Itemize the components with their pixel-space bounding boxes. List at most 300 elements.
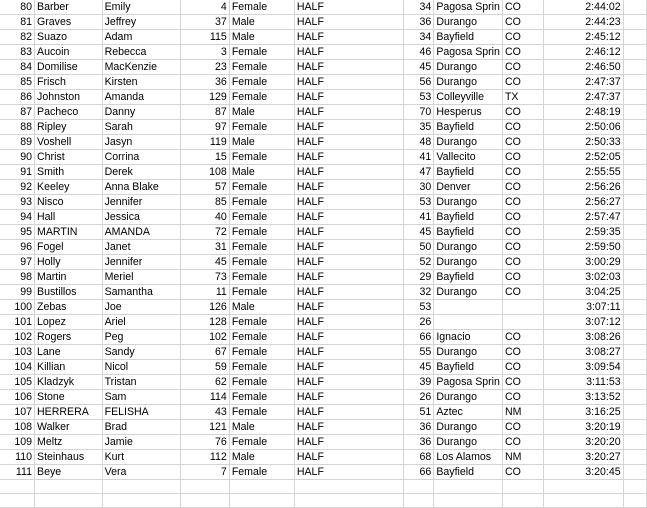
cell-state[interactable]: NM: [502, 405, 543, 420]
cell-first-name[interactable]: AMANDA: [102, 225, 180, 240]
cell-time[interactable]: 2:59:35: [544, 225, 623, 240]
cell-age[interactable]: 26: [403, 390, 433, 405]
cell-first-name[interactable]: FELISHA: [102, 405, 180, 420]
cell-city[interactable]: Bayfield: [434, 360, 503, 375]
cell-race[interactable]: HALF: [294, 60, 403, 75]
cell-age[interactable]: 52: [403, 255, 433, 270]
cell-first-name[interactable]: Derek: [102, 165, 180, 180]
cell-empty[interactable]: [623, 330, 646, 345]
cell-place[interactable]: 90: [0, 150, 35, 165]
cell-city[interactable]: Ignacio: [434, 330, 503, 345]
cell-empty[interactable]: [623, 15, 646, 30]
cell-bib[interactable]: 7: [180, 465, 229, 480]
cell-time[interactable]: 3:11:53: [544, 375, 623, 390]
cell-gender[interactable]: Male: [229, 15, 294, 30]
cell-race[interactable]: HALF: [294, 165, 403, 180]
cell-gender[interactable]: Male: [229, 30, 294, 45]
cell-gender[interactable]: Female: [229, 75, 294, 90]
cell-last-name[interactable]: Fogel: [35, 240, 103, 255]
cell-state[interactable]: [502, 480, 543, 494]
cell-last-name[interactable]: [35, 480, 103, 494]
cell-place[interactable]: 103: [0, 345, 35, 360]
cell-race[interactable]: HALF: [294, 75, 403, 90]
cell-state[interactable]: CO: [502, 285, 543, 300]
cell-last-name[interactable]: Zebas: [35, 300, 103, 315]
cell-gender[interactable]: Male: [229, 105, 294, 120]
cell-last-name[interactable]: Killian: [35, 360, 103, 375]
cell-age[interactable]: 35: [403, 120, 433, 135]
cell-bib[interactable]: 59: [180, 360, 229, 375]
cell-city[interactable]: [434, 494, 503, 508]
cell-first-name[interactable]: Emily: [102, 0, 180, 15]
cell-first-name[interactable]: Sarah: [102, 120, 180, 135]
cell-bib[interactable]: 115: [180, 30, 229, 45]
cell-empty[interactable]: [623, 150, 646, 165]
cell-first-name[interactable]: Nicol: [102, 360, 180, 375]
cell-time[interactable]: 2:44:23: [544, 15, 623, 30]
cell-race[interactable]: HALF: [294, 240, 403, 255]
cell-empty[interactable]: [623, 60, 646, 75]
cell-last-name[interactable]: Johnston: [35, 90, 103, 105]
cell-state[interactable]: CO: [502, 105, 543, 120]
cell-gender[interactable]: Female: [229, 360, 294, 375]
cell-last-name[interactable]: [35, 494, 103, 508]
cell-last-name[interactable]: Frisch: [35, 75, 103, 90]
cell-first-name[interactable]: Jamie: [102, 435, 180, 450]
cell-time[interactable]: 2:48:19: [544, 105, 623, 120]
cell-race[interactable]: HALF: [294, 150, 403, 165]
cell-race[interactable]: HALF: [294, 405, 403, 420]
cell-empty[interactable]: [623, 180, 646, 195]
cell-gender[interactable]: Female: [229, 0, 294, 15]
cell-city[interactable]: Durango: [434, 60, 503, 75]
cell-place[interactable]: 92: [0, 180, 35, 195]
cell-bib[interactable]: 102: [180, 330, 229, 345]
cell-empty[interactable]: [623, 480, 646, 494]
cell-first-name[interactable]: Peg: [102, 330, 180, 345]
cell-age[interactable]: 66: [403, 330, 433, 345]
cell-age[interactable]: [403, 480, 433, 494]
cell-last-name[interactable]: Beye: [35, 465, 103, 480]
cell-first-name[interactable]: Ariel: [102, 315, 180, 330]
cell-age[interactable]: 46: [403, 45, 433, 60]
cell-city[interactable]: Durango: [434, 75, 503, 90]
cell-race[interactable]: HALF: [294, 180, 403, 195]
cell-age[interactable]: 53: [403, 195, 433, 210]
cell-gender[interactable]: Female: [229, 465, 294, 480]
cell-city[interactable]: Hesperus: [434, 105, 503, 120]
cell-age[interactable]: 36: [403, 15, 433, 30]
cell-city[interactable]: Durango: [434, 285, 503, 300]
cell-gender[interactable]: Female: [229, 210, 294, 225]
cell-last-name[interactable]: Voshell: [35, 135, 103, 150]
cell-age[interactable]: 41: [403, 210, 433, 225]
cell-empty[interactable]: [623, 315, 646, 330]
cell-empty[interactable]: [623, 210, 646, 225]
cell-bib[interactable]: 129: [180, 90, 229, 105]
cell-state[interactable]: [502, 315, 543, 330]
cell-age[interactable]: 53: [403, 90, 433, 105]
cell-empty[interactable]: [623, 375, 646, 390]
cell-city[interactable]: Los Alamos: [434, 450, 503, 465]
cell-first-name[interactable]: Vera: [102, 465, 180, 480]
cell-bib[interactable]: 114: [180, 390, 229, 405]
cell-gender[interactable]: Female: [229, 45, 294, 60]
cell-empty[interactable]: [623, 270, 646, 285]
cell-age[interactable]: 66: [403, 465, 433, 480]
cell-state[interactable]: CO: [502, 0, 543, 15]
cell-first-name[interactable]: Corrina: [102, 150, 180, 165]
cell-state[interactable]: NM: [502, 450, 543, 465]
cell-gender[interactable]: Female: [229, 225, 294, 240]
cell-time[interactable]: 3:20:45: [544, 465, 623, 480]
cell-place[interactable]: 100: [0, 300, 35, 315]
cell-first-name[interactable]: Meriel: [102, 270, 180, 285]
cell-first-name[interactable]: Jennifer: [102, 255, 180, 270]
cell-first-name[interactable]: Kirsten: [102, 75, 180, 90]
cell-gender[interactable]: Female: [229, 315, 294, 330]
cell-state[interactable]: CO: [502, 150, 543, 165]
cell-time[interactable]: 2:59:50: [544, 240, 623, 255]
cell-state[interactable]: [502, 494, 543, 508]
cell-last-name[interactable]: Suazo: [35, 30, 103, 45]
cell-place[interactable]: [0, 480, 35, 494]
cell-first-name[interactable]: Samantha: [102, 285, 180, 300]
cell-first-name[interactable]: Joe: [102, 300, 180, 315]
cell-last-name[interactable]: Lopez: [35, 315, 103, 330]
cell-gender[interactable]: Female: [229, 180, 294, 195]
cell-bib[interactable]: 128: [180, 315, 229, 330]
cell-gender[interactable]: Male: [229, 300, 294, 315]
cell-last-name[interactable]: HERRERA: [35, 405, 103, 420]
cell-bib[interactable]: 85: [180, 195, 229, 210]
cell-race[interactable]: HALF: [294, 345, 403, 360]
cell-gender[interactable]: Male: [229, 450, 294, 465]
cell-time[interactable]: 3:16:25: [544, 405, 623, 420]
cell-gender[interactable]: Female: [229, 405, 294, 420]
cell-gender[interactable]: [229, 494, 294, 508]
cell-race[interactable]: HALF: [294, 45, 403, 60]
cell-empty[interactable]: [623, 120, 646, 135]
cell-place[interactable]: 98: [0, 270, 35, 285]
cell-last-name[interactable]: Rogers: [35, 330, 103, 345]
cell-empty[interactable]: [623, 45, 646, 60]
cell-age[interactable]: 48: [403, 135, 433, 150]
cell-place[interactable]: 108: [0, 420, 35, 435]
cell-time[interactable]: 2:44:02: [544, 0, 623, 15]
cell-race[interactable]: HALF: [294, 435, 403, 450]
cell-time[interactable]: 3:09:54: [544, 360, 623, 375]
cell-last-name[interactable]: Stone: [35, 390, 103, 405]
cell-city[interactable]: Durango: [434, 135, 503, 150]
cell-state[interactable]: CO: [502, 210, 543, 225]
cell-bib[interactable]: 15: [180, 150, 229, 165]
cell-age[interactable]: 47: [403, 165, 433, 180]
cell-bib[interactable]: [180, 480, 229, 494]
cell-time[interactable]: 3:02:03: [544, 270, 623, 285]
cell-state[interactable]: CO: [502, 225, 543, 240]
cell-time[interactable]: 3:07:11: [544, 300, 623, 315]
cell-time[interactable]: 3:08:26: [544, 330, 623, 345]
cell-time[interactable]: 3:13:52: [544, 390, 623, 405]
cell-gender[interactable]: Female: [229, 120, 294, 135]
cell-age[interactable]: 45: [403, 225, 433, 240]
cell-last-name[interactable]: Barber: [35, 0, 103, 15]
cell-state[interactable]: CO: [502, 360, 543, 375]
cell-place[interactable]: 89: [0, 135, 35, 150]
cell-place[interactable]: 88: [0, 120, 35, 135]
cell-empty[interactable]: [623, 90, 646, 105]
cell-empty[interactable]: [623, 390, 646, 405]
cell-empty[interactable]: [623, 225, 646, 240]
cell-empty[interactable]: [623, 240, 646, 255]
cell-state[interactable]: CO: [502, 240, 543, 255]
cell-place[interactable]: 94: [0, 210, 35, 225]
cell-city[interactable]: Pagosa Sprin: [434, 375, 503, 390]
cell-empty[interactable]: [623, 30, 646, 45]
cell-place[interactable]: 111: [0, 465, 35, 480]
cell-first-name[interactable]: MacKenzie: [102, 60, 180, 75]
cell-last-name[interactable]: Christ: [35, 150, 103, 165]
cell-state[interactable]: CO: [502, 255, 543, 270]
cell-place[interactable]: 101: [0, 315, 35, 330]
cell-race[interactable]: HALF: [294, 390, 403, 405]
cell-bib[interactable]: 43: [180, 405, 229, 420]
cell-age[interactable]: 55: [403, 345, 433, 360]
cell-first-name[interactable]: Rebecca: [102, 45, 180, 60]
cell-age[interactable]: 36: [403, 420, 433, 435]
cell-city[interactable]: Durango: [434, 255, 503, 270]
cell-place[interactable]: 85: [0, 75, 35, 90]
cell-state[interactable]: CO: [502, 345, 543, 360]
cell-place[interactable]: [0, 494, 35, 508]
cell-first-name[interactable]: Janet: [102, 240, 180, 255]
cell-place[interactable]: 102: [0, 330, 35, 345]
cell-empty[interactable]: [623, 75, 646, 90]
cell-gender[interactable]: Male: [229, 420, 294, 435]
cell-empty[interactable]: [623, 360, 646, 375]
cell-state[interactable]: CO: [502, 60, 543, 75]
cell-last-name[interactable]: Holly: [35, 255, 103, 270]
cell-race[interactable]: HALF: [294, 90, 403, 105]
cell-state[interactable]: CO: [502, 375, 543, 390]
cell-empty[interactable]: [623, 300, 646, 315]
cell-first-name[interactable]: Kurt: [102, 450, 180, 465]
cell-city[interactable]: Durango: [434, 420, 503, 435]
cell-bib[interactable]: 126: [180, 300, 229, 315]
cell-state[interactable]: CO: [502, 15, 543, 30]
cell-place[interactable]: 93: [0, 195, 35, 210]
cell-gender[interactable]: Female: [229, 240, 294, 255]
cell-gender[interactable]: Female: [229, 60, 294, 75]
cell-city[interactable]: Bayfield: [434, 270, 503, 285]
cell-city[interactable]: [434, 315, 503, 330]
cell-first-name[interactable]: [102, 480, 180, 494]
cell-age[interactable]: 45: [403, 360, 433, 375]
cell-bib[interactable]: 3: [180, 45, 229, 60]
cell-city[interactable]: [434, 480, 503, 494]
cell-state[interactable]: CO: [502, 465, 543, 480]
cell-gender[interactable]: Female: [229, 390, 294, 405]
cell-city[interactable]: [434, 300, 503, 315]
cell-state[interactable]: CO: [502, 195, 543, 210]
cell-last-name[interactable]: Hall: [35, 210, 103, 225]
cell-empty[interactable]: [623, 195, 646, 210]
cell-bib[interactable]: 11: [180, 285, 229, 300]
cell-bib[interactable]: 73: [180, 270, 229, 285]
cell-race[interactable]: HALF: [294, 135, 403, 150]
cell-age[interactable]: 32: [403, 285, 433, 300]
cell-race[interactable]: HALF: [294, 225, 403, 240]
cell-time[interactable]: 3:20:19: [544, 420, 623, 435]
cell-last-name[interactable]: Lane: [35, 345, 103, 360]
cell-time[interactable]: 2:52:05: [544, 150, 623, 165]
cell-place[interactable]: 86: [0, 90, 35, 105]
cell-first-name[interactable]: Brad: [102, 420, 180, 435]
cell-race[interactable]: HALF: [294, 0, 403, 15]
cell-city[interactable]: Vallecito: [434, 150, 503, 165]
cell-place[interactable]: 97: [0, 255, 35, 270]
cell-gender[interactable]: Female: [229, 435, 294, 450]
cell-gender[interactable]: Female: [229, 375, 294, 390]
cell-race[interactable]: HALF: [294, 300, 403, 315]
cell-state[interactable]: CO: [502, 180, 543, 195]
cell-first-name[interactable]: Jennifer: [102, 195, 180, 210]
cell-bib[interactable]: 76: [180, 435, 229, 450]
cell-empty[interactable]: [623, 255, 646, 270]
cell-age[interactable]: 36: [403, 435, 433, 450]
cell-city[interactable]: Durango: [434, 345, 503, 360]
cell-state[interactable]: CO: [502, 45, 543, 60]
cell-bib[interactable]: 62: [180, 375, 229, 390]
cell-empty[interactable]: [623, 165, 646, 180]
cell-first-name[interactable]: Danny: [102, 105, 180, 120]
cell-empty[interactable]: [623, 0, 646, 15]
cell-state[interactable]: CO: [502, 75, 543, 90]
cell-city[interactable]: Colleyville: [434, 90, 503, 105]
cell-first-name[interactable]: Sam: [102, 390, 180, 405]
cell-empty[interactable]: [623, 285, 646, 300]
cell-age[interactable]: 50: [403, 240, 433, 255]
cell-bib[interactable]: 23: [180, 60, 229, 75]
cell-place[interactable]: 109: [0, 435, 35, 450]
cell-last-name[interactable]: MARTIN: [35, 225, 103, 240]
cell-state[interactable]: CO: [502, 120, 543, 135]
cell-race[interactable]: HALF: [294, 465, 403, 480]
cell-last-name[interactable]: Pacheco: [35, 105, 103, 120]
cell-empty[interactable]: [623, 405, 646, 420]
cell-race[interactable]: HALF: [294, 195, 403, 210]
cell-gender[interactable]: Female: [229, 90, 294, 105]
cell-time[interactable]: 2:57:47: [544, 210, 623, 225]
cell-place[interactable]: 82: [0, 30, 35, 45]
cell-place[interactable]: 106: [0, 390, 35, 405]
cell-age[interactable]: 39: [403, 375, 433, 390]
cell-bib[interactable]: 31: [180, 240, 229, 255]
cell-last-name[interactable]: Domilise: [35, 60, 103, 75]
cell-first-name[interactable]: [102, 494, 180, 508]
cell-empty[interactable]: [623, 105, 646, 120]
cell-city[interactable]: Pagosa Sprin: [434, 0, 503, 15]
cell-empty[interactable]: [623, 450, 646, 465]
cell-place[interactable]: 80: [0, 0, 35, 15]
cell-city[interactable]: Denver: [434, 180, 503, 195]
cell-city[interactable]: Durango: [434, 390, 503, 405]
cell-gender[interactable]: Male: [229, 165, 294, 180]
cell-city[interactable]: Bayfield: [434, 30, 503, 45]
cell-race[interactable]: HALF: [294, 330, 403, 345]
cell-gender[interactable]: Female: [229, 270, 294, 285]
cell-race[interactable]: HALF: [294, 450, 403, 465]
cell-gender[interactable]: Male: [229, 135, 294, 150]
cell-time[interactable]: [544, 480, 623, 494]
cell-age[interactable]: 53: [403, 300, 433, 315]
cell-empty[interactable]: [623, 435, 646, 450]
cell-bib[interactable]: 108: [180, 165, 229, 180]
cell-state[interactable]: CO: [502, 330, 543, 345]
cell-race[interactable]: HALF: [294, 270, 403, 285]
cell-bib[interactable]: 87: [180, 105, 229, 120]
cell-race[interactable]: HALF: [294, 285, 403, 300]
cell-place[interactable]: 84: [0, 60, 35, 75]
cell-age[interactable]: 41: [403, 150, 433, 165]
cell-last-name[interactable]: Bustillos: [35, 285, 103, 300]
cell-place[interactable]: 105: [0, 375, 35, 390]
cell-last-name[interactable]: Martin: [35, 270, 103, 285]
cell-city[interactable]: Bayfield: [434, 465, 503, 480]
cell-time[interactable]: [544, 494, 623, 508]
cell-state[interactable]: CO: [502, 420, 543, 435]
cell-place[interactable]: 83: [0, 45, 35, 60]
cell-bib[interactable]: 36: [180, 75, 229, 90]
cell-bib[interactable]: 72: [180, 225, 229, 240]
cell-last-name[interactable]: Aucoin: [35, 45, 103, 60]
cell-last-name[interactable]: Kladzyk: [35, 375, 103, 390]
cell-state[interactable]: CO: [502, 390, 543, 405]
cell-city[interactable]: Bayfield: [434, 120, 503, 135]
cell-last-name[interactable]: Graves: [35, 15, 103, 30]
cell-first-name[interactable]: Jessica: [102, 210, 180, 225]
cell-state[interactable]: TX: [502, 90, 543, 105]
cell-time[interactable]: 3:20:27: [544, 450, 623, 465]
cell-city[interactable]: Pagosa Sprin: [434, 45, 503, 60]
cell-time[interactable]: 2:47:37: [544, 90, 623, 105]
cell-race[interactable]: HALF: [294, 15, 403, 30]
cell-time[interactable]: 3:20:20: [544, 435, 623, 450]
cell-state[interactable]: CO: [502, 270, 543, 285]
cell-time[interactable]: 2:50:06: [544, 120, 623, 135]
cell-age[interactable]: 34: [403, 0, 433, 15]
cell-age[interactable]: 26: [403, 315, 433, 330]
cell-place[interactable]: 99: [0, 285, 35, 300]
cell-time[interactable]: 2:45:12: [544, 30, 623, 45]
cell-state[interactable]: CO: [502, 30, 543, 45]
cell-race[interactable]: [294, 494, 403, 508]
cell-time[interactable]: 2:46:50: [544, 60, 623, 75]
cell-bib[interactable]: 112: [180, 450, 229, 465]
cell-place[interactable]: 96: [0, 240, 35, 255]
cell-race[interactable]: HALF: [294, 105, 403, 120]
cell-age[interactable]: [403, 494, 433, 508]
cell-time[interactable]: 2:55:55: [544, 165, 623, 180]
cell-state[interactable]: CO: [502, 435, 543, 450]
cell-bib[interactable]: 37: [180, 15, 229, 30]
cell-place[interactable]: 104: [0, 360, 35, 375]
cell-place[interactable]: 87: [0, 105, 35, 120]
cell-bib[interactable]: 67: [180, 345, 229, 360]
cell-age[interactable]: 30: [403, 180, 433, 195]
cell-last-name[interactable]: Keeley: [35, 180, 103, 195]
